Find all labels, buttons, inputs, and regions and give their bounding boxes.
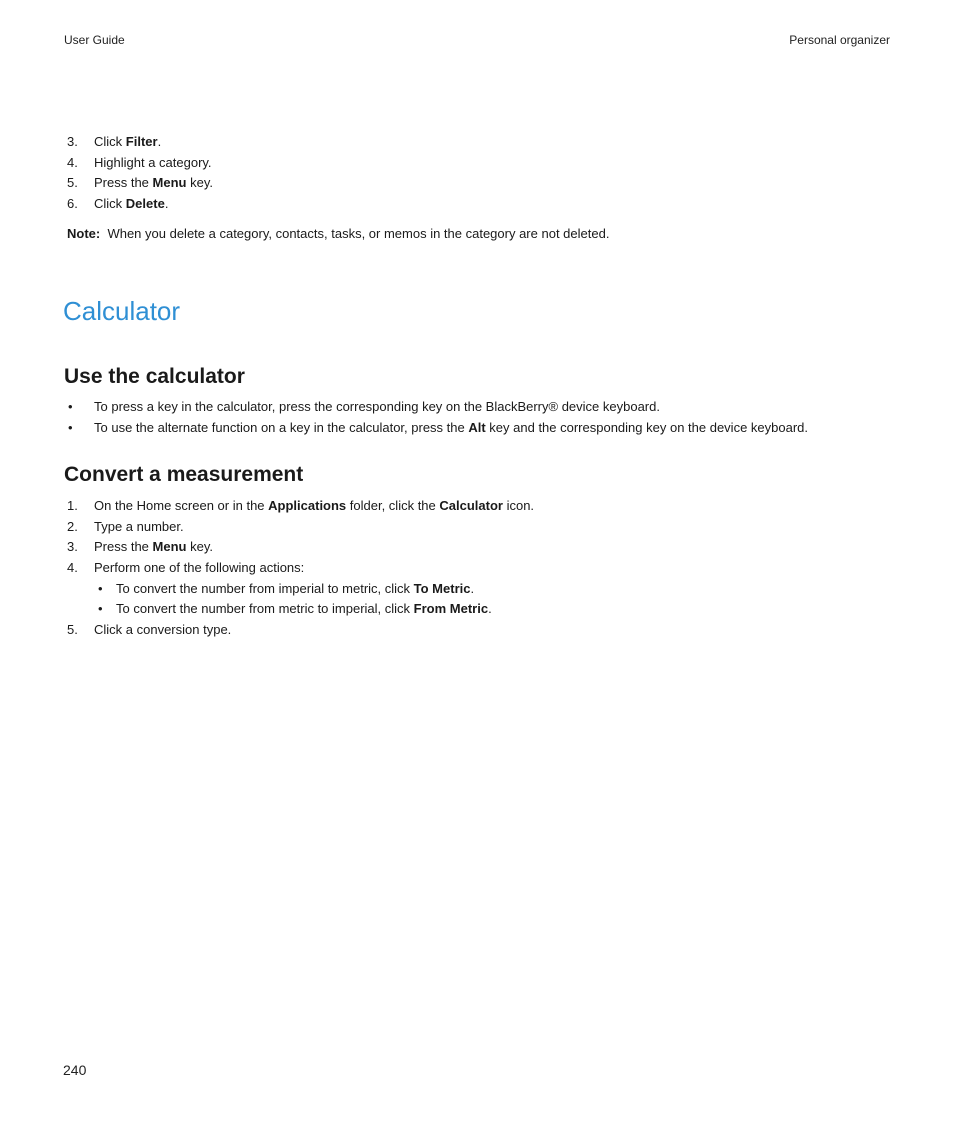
list-item: 4. Highlight a category. (67, 154, 212, 170)
page-number: 240 (63, 1062, 87, 1078)
list-item: 6. Click Delete. (67, 196, 169, 212)
list-item: 5. Click a conversion type. (67, 622, 232, 638)
list-item: 4. Perform one of the following actions: • To convert the number from imperial to metric, click To Metric. • To convert the number from metric to imperial, click From Metric. (64, 558, 534, 620)
header-left: User Guide (64, 33, 125, 47)
bullet-icon: • (98, 601, 103, 617)
note-label: Note: (67, 226, 101, 241)
list-item: 1. On the Home screen or in the Applications folder, click the Calculator icon. (67, 498, 535, 513)
list-item: 3. Press the Menu key. (67, 539, 213, 555)
list-item: • To convert the number from metric to imperial, click From Metric. (94, 599, 534, 620)
section-title: Calculator (63, 296, 181, 326)
bullet-icon: • (68, 399, 73, 414)
top-steps-list (64, 132, 213, 215)
list-item: • To use the alternate function on a key in the calculator, press the Alt key and the corresponding key on the device keyboard. (64, 418, 808, 439)
header-right: Personal organizer (789, 33, 890, 47)
list-item: 2. Type a number. (67, 518, 184, 534)
bullet-icon: • (68, 419, 73, 435)
convert-steps-list (64, 496, 534, 641)
bullet-icon: • (98, 580, 103, 596)
heading-convert-measurement: Convert a measurement (64, 463, 304, 486)
list-item: • To press a key in the calculator, press the corresponding key on the BlackBerry® device keyboard. (64, 397, 808, 418)
note (67, 226, 609, 241)
heading-use-calculator: Use the calculator (64, 365, 245, 388)
note-text: When you delete a category, contacts, tasks, or memos in the category are not deleted. (107, 226, 610, 241)
use-bullets-list (64, 397, 808, 438)
convert-sub-list (94, 579, 534, 620)
list-item: 5. Press the Menu key. (67, 175, 213, 191)
list-item: • To convert the number from imperial to metric, click To Metric. (94, 579, 534, 600)
list-item: 3. Click Filter. (67, 134, 162, 149)
